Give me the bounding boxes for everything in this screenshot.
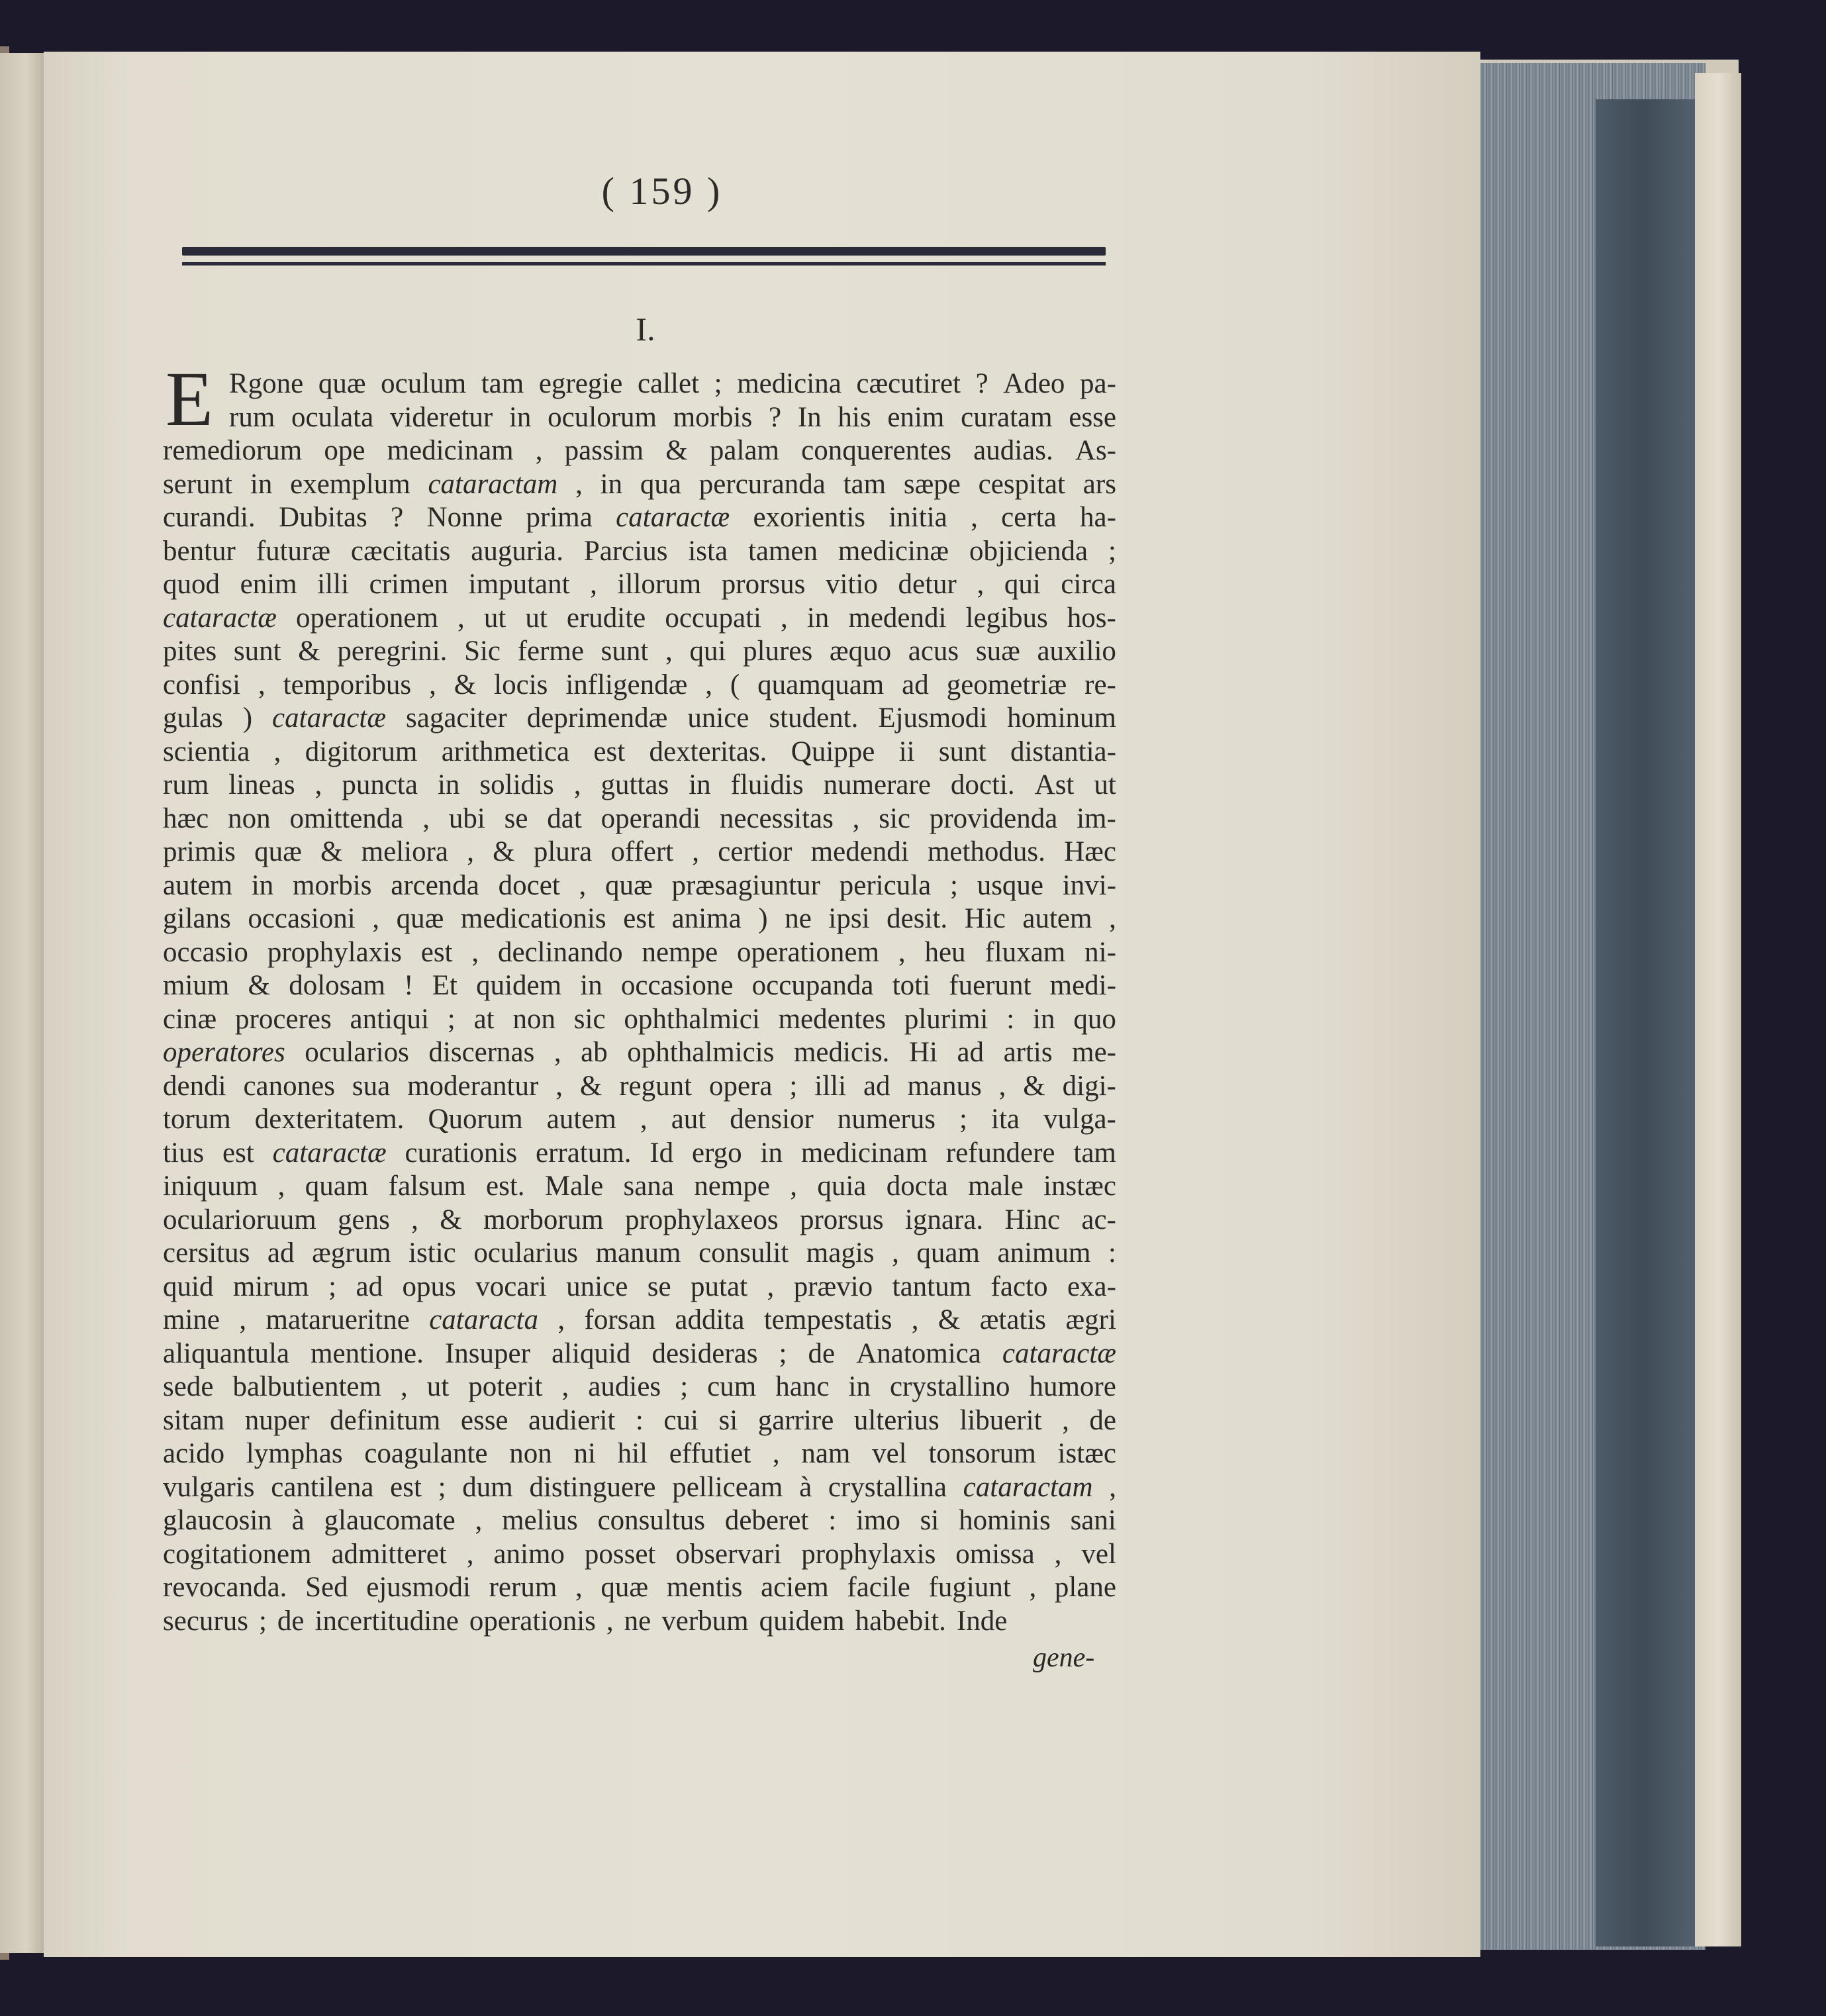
text-line: curandi. Dubitas ? Nonne prima cataractæ exorientis initia , certa ha- [163,502,1116,533]
text-line: iniquum , quam falsum est. Male sana nempe , quia docta male instæc [163,1171,1116,1202]
text-line: scientia , digitorum arithmetica est dexteritas. Quippe ii sunt distantia- [163,736,1116,767]
text-line: dendi canones sua moderantur , & regunt opera ; illi ad manus , & digi- [163,1070,1116,1102]
fore-edge-shadow [1596,99,1702,1946]
text-line: primis quæ & meliora , & plura offert , certior medendi methodus. Hæc [163,836,1116,867]
text-line: sede balbutientem , ut poterit , audies ; cum hanc in crystallino humore [163,1371,1116,1402]
section-numeral: I. [636,311,655,348]
text-line: mine , matarueritne cataracta , forsan addita tempestatis , & ætatis ægri [163,1304,1116,1335]
text-line: quod enim illi crimen imputant , illorum prorsus vitio detur , qui circa [163,569,1116,600]
text-line: bentur futuræ cæcitatis auguria. Parcius ista tamen medicinæ objicienda ; [163,535,1116,567]
text-line: cersitus ad ægrum istic ocularius manum consulit magis , quam animum : [163,1237,1116,1269]
text-line: cataractæ operationem , ut ut erudite occupati , in medendi legibus hos- [163,602,1116,634]
text-line: serunt in exemplum cataractam , in qua percuranda tam sæpe cespitat ars [163,468,1116,500]
text-line: securus ; de incertitudine operationis , ne verbum quidem habebit. Inde [163,1605,1008,1637]
page-number: ( 159 ) [601,169,723,213]
header-rule-thin [182,262,1106,265]
back-cover-edge [1695,73,1741,1946]
text-line: Rgone quæ oculum tam egregie callet ; medicina cæcutiret ? Adeo pa- [229,368,1116,399]
drop-cap: E [166,356,214,442]
text-line: rum lineas , puncta in solidis , guttas in fluidis numerare docti. Ast ut [163,769,1116,800]
text-line: tius est cataractæ curationis erratum. Id ergo in medicinam refundere tam [163,1137,1116,1169]
text-line: aliquantula mentione. Insuper aliquid desideras ; de Anatomica cataractæ [163,1337,1116,1369]
text-line: operatores ocularios discernas , ab ophthalmicis medicis. Hi ad artis me- [163,1037,1116,1068]
text-line: acido lymphas coagulante non ni hil effutiet , nam vel tonsorum istæc [163,1438,1116,1469]
text-line: torum dexteritatem. Quorum autem , aut densior numerus ; ita vulga- [163,1104,1116,1135]
text-line: glaucosin à glaucomate , melius consultus deberet : imo si hominis sani [163,1505,1116,1536]
facing-page-sliver [0,53,44,1953]
text-line: cogitationem admitteret , animo posset observari prophylaxis omissa , vel [163,1538,1116,1570]
text-line: gilans occasioni , quæ medicationis est anima ) ne ipsi desit. Hic autem , [163,903,1116,934]
text-line: ocularioruum gens , & morborum prophylaxeos prorsus ignara. Hinc ac- [163,1204,1116,1235]
body-text [163,356,1116,1638]
text-line: confisi , temporibus , & locis infligendæ , ( quamquam ad geometriæ re- [163,669,1116,700]
text-line: hæc non omittenda , ubi se dat operandi necessitas , sic providenda im- [163,802,1116,834]
text-line: sitam nuper definitum esse audierit : cui si garrire ulterius libuerit , de [163,1404,1116,1436]
text-line: rum oculata videretur in oculorum morbis ? In his enim curatam esse [229,401,1116,433]
text-line: remediorum ope medicinam , passim & palam conquerentes audias. As- [163,435,1116,466]
text-line: mium & dolosam ! Et quidem in occasione occupanda toti fuerunt medi- [163,970,1116,1001]
text-line: autem in morbis arcenda docet , quæ præsagiuntur pericula ; usque invi- [163,869,1116,901]
text-line: pites sunt & peregrini. Sic ferme sunt , qui plures æquo acus suæ auxilio [163,636,1116,667]
catchword: gene- [1033,1643,1095,1673]
text-line: cinæ proceres antiqui ; at non sic ophthalmici medentes plurimi : in quo [163,1003,1116,1035]
text-line: vulgaris cantilena est ; dum distinguere pelliceam à crystallina cataractam , [163,1471,1116,1503]
text-line: occasio prophylaxis est , declinando nempe operationem , heu fluxam ni- [163,936,1116,968]
text-line: quid mirum ; ad opus vocari unice se putat , prævio tantum facto exa- [163,1271,1116,1302]
header-rule-thick [182,247,1106,256]
text-line: gulas ) cataractæ sagaciter deprimendæ unice student. Ejusmodi hominum [163,702,1116,734]
text-line: revocanda. Sed ejusmodi rerum , quæ mentis aciem facile fugiunt , plane [163,1572,1116,1603]
